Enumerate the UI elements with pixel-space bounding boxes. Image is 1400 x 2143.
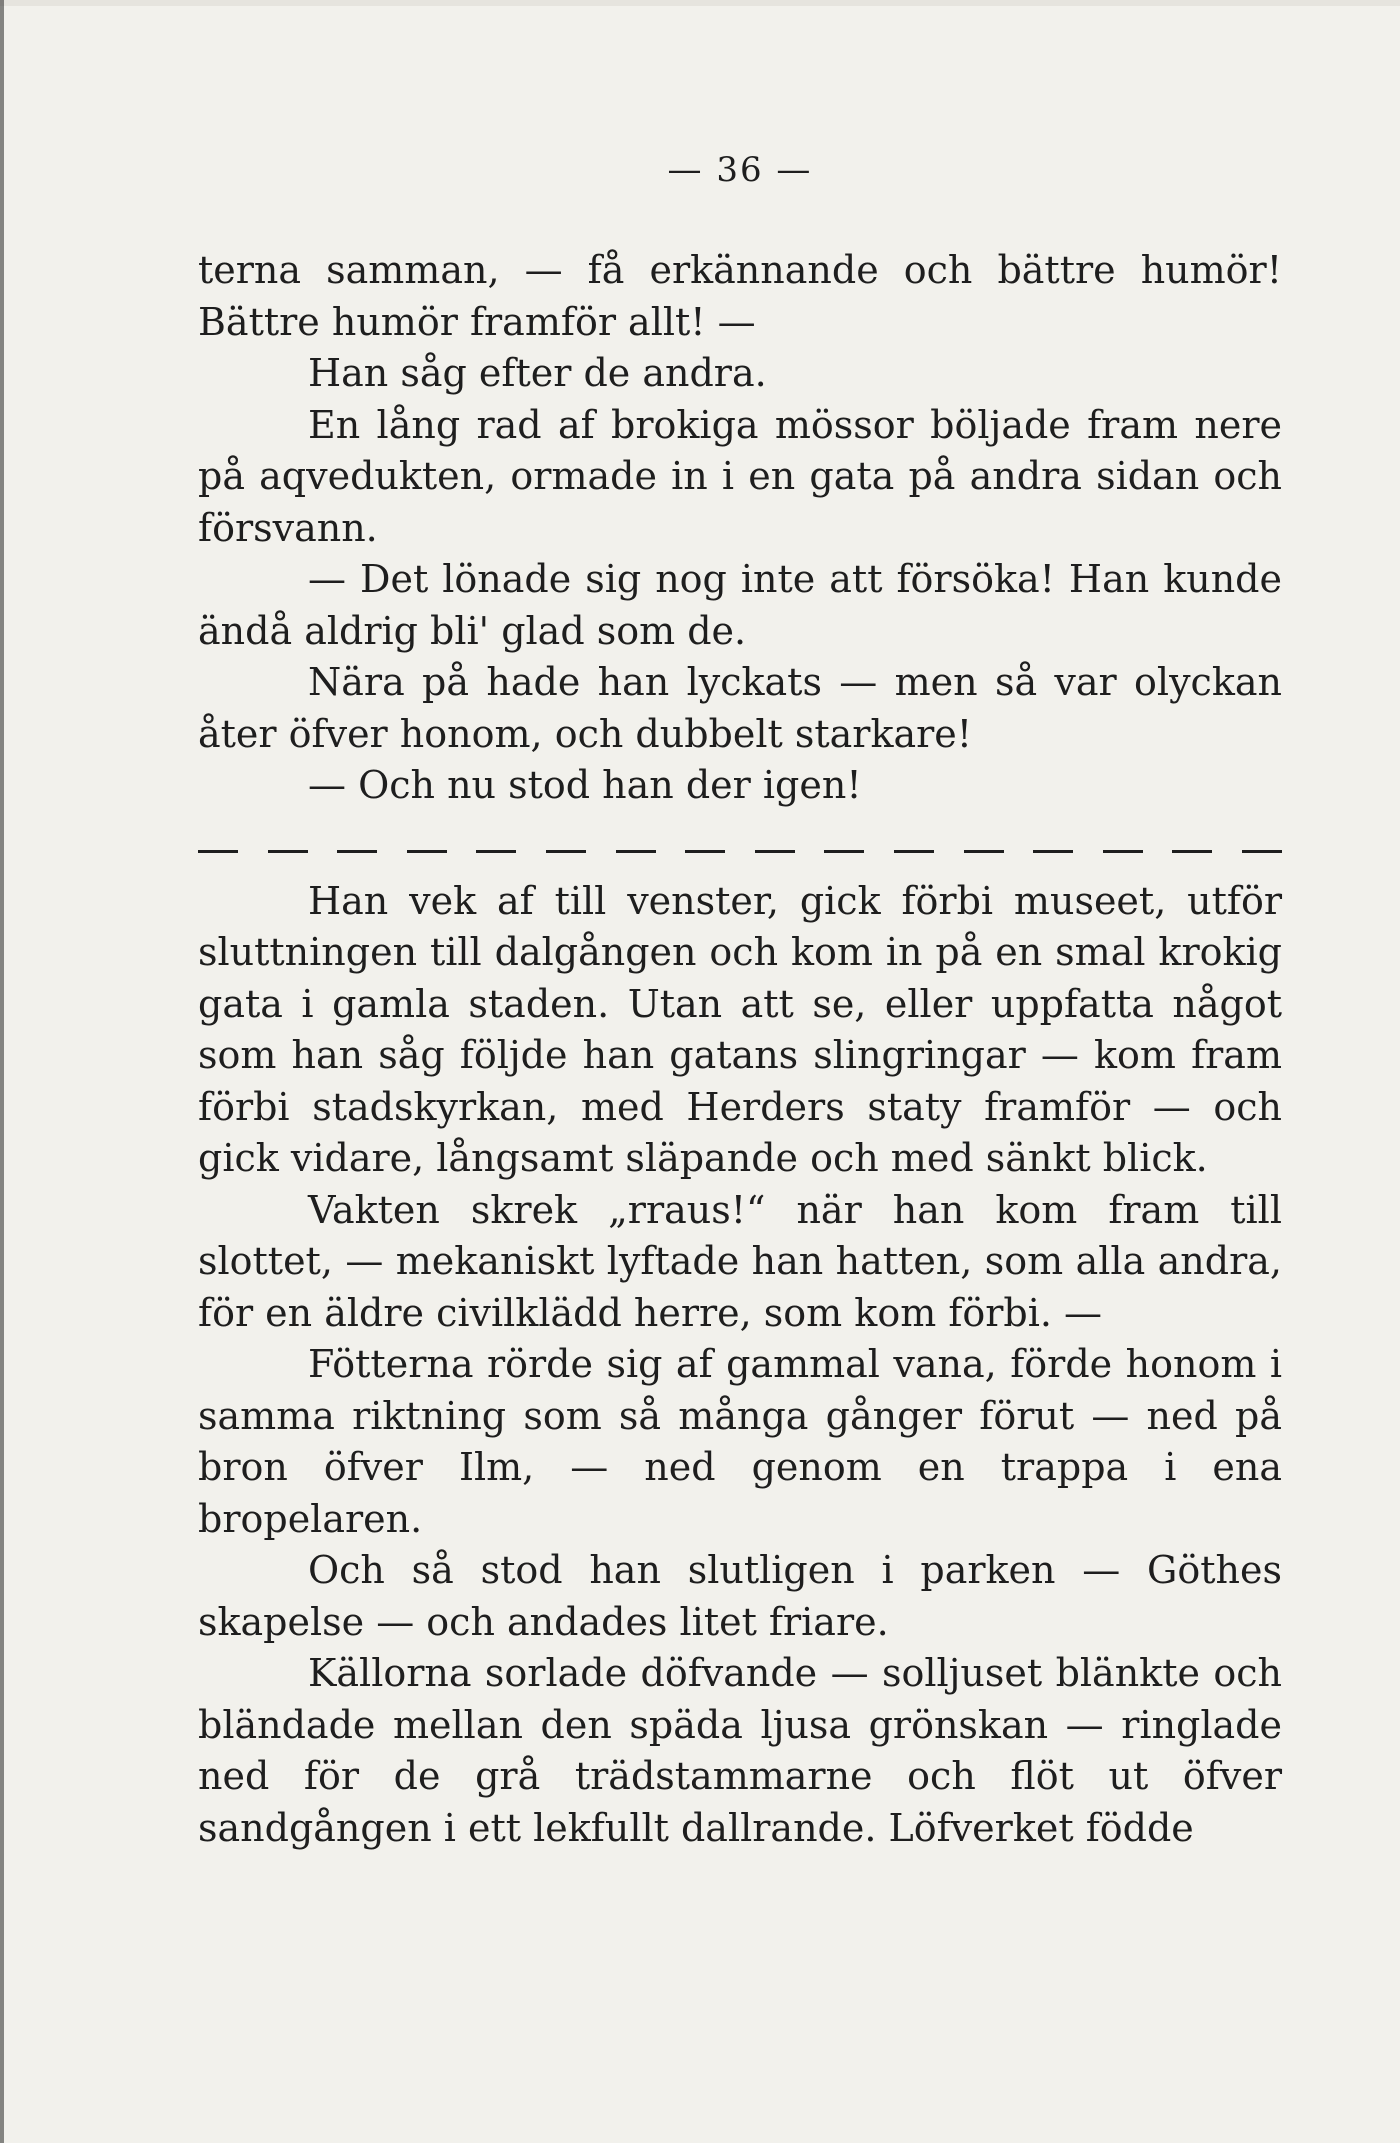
paragraph: terna samman, — få erkännande och bättre humör! Bättre humör framför allt! — <box>198 248 1282 344</box>
separator-dash <box>964 850 1004 853</box>
paragraph: — Och nu stod han der igen! <box>308 763 862 807</box>
separator-dash <box>337 850 377 853</box>
text-block-top <box>198 245 1282 812</box>
paragraph: Nära på hade han lyckats — men så var olyckan åter öfver honom, och dubbelt starkare! <box>198 660 1282 756</box>
separator-dash <box>476 850 516 853</box>
separator-dash <box>616 850 656 853</box>
separator-dash <box>1242 850 1282 853</box>
scan-edge-left <box>0 0 4 2143</box>
separator-dash <box>198 850 238 853</box>
scan-edge-top <box>0 0 1400 6</box>
separator-dash <box>268 850 308 853</box>
page-number: — 36 — <box>667 150 813 190</box>
paragraph: Han såg efter de andra. <box>308 351 767 395</box>
paragraph: En lång rad af brokiga mössor böljade fram nere på aqvedukten, ormade in i en gata på andra sidan och försvann. <box>198 402 1282 550</box>
separator-dash <box>894 850 934 853</box>
separator-dash <box>755 850 795 853</box>
separator-dash <box>824 850 864 853</box>
separator-dash <box>546 850 586 853</box>
separator-dash <box>685 850 725 853</box>
paragraph: Fötterna rörde sig af gammal vana, förde honom i samma riktning som så många gånger förut — ned på bron öfver Ilm, — ned genom en trappa i ena bropelaren. <box>198 1342 1282 1541</box>
book-page <box>198 150 1282 1854</box>
paragraph: Källorna sorlade döfvande — solljuset blänkte och bländade mellan den späda ljusa grönskan — ringlade ned för de grå trädstammarne och flöt ut öfver sandgången i ett lekfullt dallrande. Löfverket födde <box>198 1651 1282 1850</box>
separator-dash <box>1172 850 1212 853</box>
paragraph: Vakten skrek „rraus!“ när han kom fram till slottet, — mekaniskt lyftade han hatten, som alla andra, för en äldre civilklädd herre, som kom förbi. — <box>198 1187 1282 1335</box>
separator-dash <box>1103 850 1143 853</box>
text-block-bottom <box>198 876 1282 1855</box>
paragraph: — Det lönade sig nog inte att försöka! Han kunde ändå aldrig bli' glad som de. <box>198 557 1282 653</box>
separator-dash <box>407 850 447 853</box>
section-separator <box>198 842 1282 862</box>
separator-dash <box>1033 850 1073 853</box>
paragraph: Och så stod han slutligen i parken — Göthes skapelse — och andades litet friare. <box>198 1548 1282 1644</box>
paragraph: Han vek af till venster, gick förbi museet, utför sluttningen till dalgången och kom in på en smal krokig gata i gamla staden. Utan att se, eller uppfatta något som han såg följde han gatans slingringar — kom fram förbi stadskyrkan, med Herders staty framför — och gick vidare, långsamt släpande och med sänkt blick. <box>198 878 1282 1180</box>
